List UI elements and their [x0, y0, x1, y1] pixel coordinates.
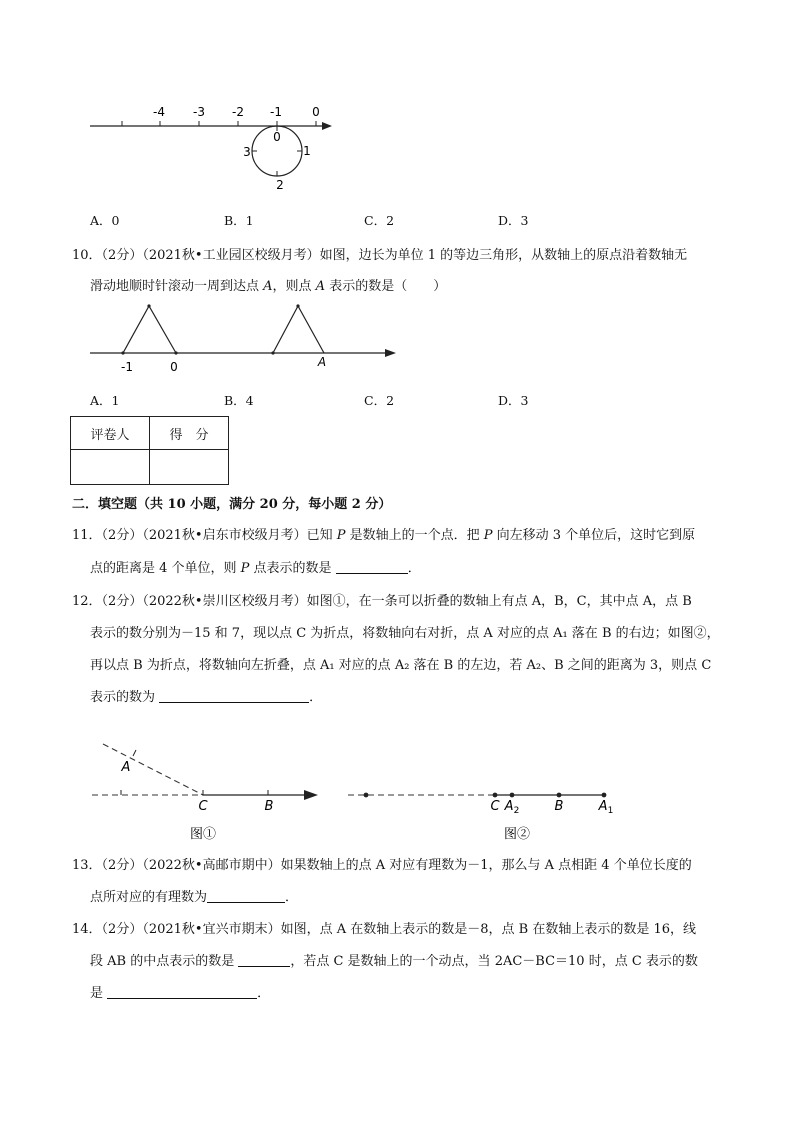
q11-period: ． [407, 561, 421, 576]
q10-option-a: A．1 [90, 393, 120, 408]
q11-point-p: P [336, 528, 346, 543]
q12-fig1-folded-dashed [103, 744, 203, 795]
q14-line-2 [90, 950, 698, 969]
q13-meta: （2分）（2022秋•高邮市期中） [101, 858, 281, 873]
section-2-heading: 二．填空题（共 10 小题，满分 20 分，每小题 2 分） [72, 497, 392, 512]
q10-text-2c: 表示的数是（ ） [325, 279, 447, 294]
q12-fig2-label-c: C [490, 799, 500, 814]
q12-number: 12． [72, 594, 102, 609]
q11-point-p: P [483, 528, 493, 543]
q12-text-1: 如图①，在一条可以折叠的数轴上有点 A，B，C，其中点 A，点 B [306, 594, 692, 609]
q12-fig2-dot-c [493, 793, 498, 798]
q12-fig1-caption: 图① [189, 827, 217, 842]
q14-line-3 [90, 982, 270, 1001]
q12-line-2: 表示的数分别为－15 和 7，现以点 C 为折点，将数轴向右对折，点 A 对应的点 A₁ 落在 B 的右边；如图②， [90, 626, 720, 641]
q14-number: 14． [72, 922, 102, 937]
q12-fig2-label-b: B [554, 799, 564, 814]
q11-text-1b: 是数轴上的一个点．把 [345, 528, 484, 543]
q10-text-1: 如图，边长为单位 1 的等边三角形，从数轴上的原点沿着数轴无 [319, 248, 688, 263]
q14-answer-blank-2[interactable] [107, 986, 257, 999]
q14-answer-blank-1[interactable] [238, 954, 290, 967]
q14-line-1 [72, 918, 696, 937]
q9-tick-label: -4 [153, 105, 165, 119]
q10-text-2a: 滑动地顺时针滚动一周到达点 [90, 279, 264, 294]
score-table-grader-header: 评卷人 [71, 417, 150, 450]
q9-circle-label: 2 [276, 178, 284, 192]
q13-answer-blank[interactable] [207, 890, 285, 903]
q14-period: ． [257, 986, 271, 1001]
q12-period: ． [309, 690, 323, 705]
q13-number: 13． [72, 858, 102, 873]
q12-fig1-label-c: C [198, 799, 208, 814]
q13-line-2 [90, 886, 298, 905]
q12-fig2-label-a1: $A_1$ [598, 799, 614, 816]
q9-option-b: B．1 [224, 213, 254, 228]
q9-circle-label: 3 [243, 145, 251, 159]
q12-fig2-dot [364, 793, 369, 798]
q12-fig1-label-a: A [121, 760, 131, 775]
q12-text-4: 表示的数为 [90, 690, 160, 705]
q10-option-d: D．3 [498, 393, 529, 408]
q9-option-c: C．2 [364, 213, 395, 228]
q12-fig2-caption: 图② [503, 827, 531, 842]
q10-point-a: A [263, 279, 273, 294]
q10-label-zero: 0 [170, 360, 178, 374]
q9-tick-label: -3 [193, 105, 205, 119]
q11-meta: （2分）（2021秋•启东市校级月考） [101, 528, 307, 543]
q11-text-2a: 点的距离是 4 个单位，则 [90, 561, 241, 576]
q12-fig2-dot-b [557, 793, 562, 798]
q11-text-1c: 向左移动 3 个单位后，这时它到原 [492, 528, 696, 543]
q10-meta: （2分）（2021秋•工业园区校级月考） [101, 248, 320, 263]
q11-point-p: P [240, 561, 250, 576]
q11-number: 11． [72, 528, 102, 543]
q9-circle-label: 1 [303, 144, 311, 158]
q13-text-2: 点所对应的有理数为 [90, 890, 208, 905]
q9-tick-label: -1 [270, 105, 282, 119]
q14-text-1: 如图，点 A 在数轴上表示的数是－8，点 B 在数轴上表示的数是 16，线 [280, 922, 696, 937]
q9-option-d: D．3 [498, 213, 529, 228]
q9-tick-label: 0 [312, 105, 320, 119]
q12-meta: （2分）（2022秋•崇川区校级月考） [101, 594, 307, 609]
q11-text-2b: 点表示的数是 [249, 561, 336, 576]
q9-circle-label: 0 [273, 130, 281, 144]
q10-option-c: C．2 [364, 393, 395, 408]
q10-label-minus1: -1 [121, 360, 133, 374]
q10-point-a: A [315, 279, 326, 294]
q12-fig1-arrow [304, 790, 318, 800]
q12-fig1-tick-a [133, 750, 136, 756]
score-table-score-header: 得 分 [150, 417, 229, 450]
q10-number: 10． [72, 248, 102, 263]
q12-fig2-dot-a2 [510, 793, 515, 798]
q12-fig2-dot-a1 [602, 793, 607, 798]
q9-option-a: A．0 [90, 213, 120, 228]
q12-line-3: 再以点 B 为折点，将数轴向左折叠，点 A₁ 对应的点 A₂ 落在 B 的左边，若 A₂、B 之间的距离为 3，则点 C [90, 658, 712, 673]
q10-label-a: A [317, 355, 327, 369]
q12-fig2-label-a2: $A_2$ [504, 799, 520, 816]
q14-text-3: 是 [90, 986, 108, 1001]
q14-meta: （2分）（2021秋•宜兴市期末） [101, 922, 281, 937]
q10-option-b: B．4 [224, 393, 254, 408]
q12-fig1-label-b: B [264, 799, 274, 814]
q10-text-2b: ，则点 [272, 279, 316, 294]
q14-text-2b: ，若点 C 是数轴上的一个动点，当 2AC－BC＝10 时，点 C 表示的数 [290, 954, 698, 969]
q9-tick-label: -2 [232, 105, 244, 119]
q13-period: ． [285, 890, 299, 905]
q14-text-2a: 段 AB 的中点表示的数是 [90, 954, 239, 969]
q13-text-1: 如果数轴上的点 A 对应有理数为－1，那么与 A 点相距 4 个单位长度的 [280, 858, 692, 873]
q11-text-1a: 已知 [306, 528, 337, 543]
q13-line-1 [72, 854, 692, 873]
